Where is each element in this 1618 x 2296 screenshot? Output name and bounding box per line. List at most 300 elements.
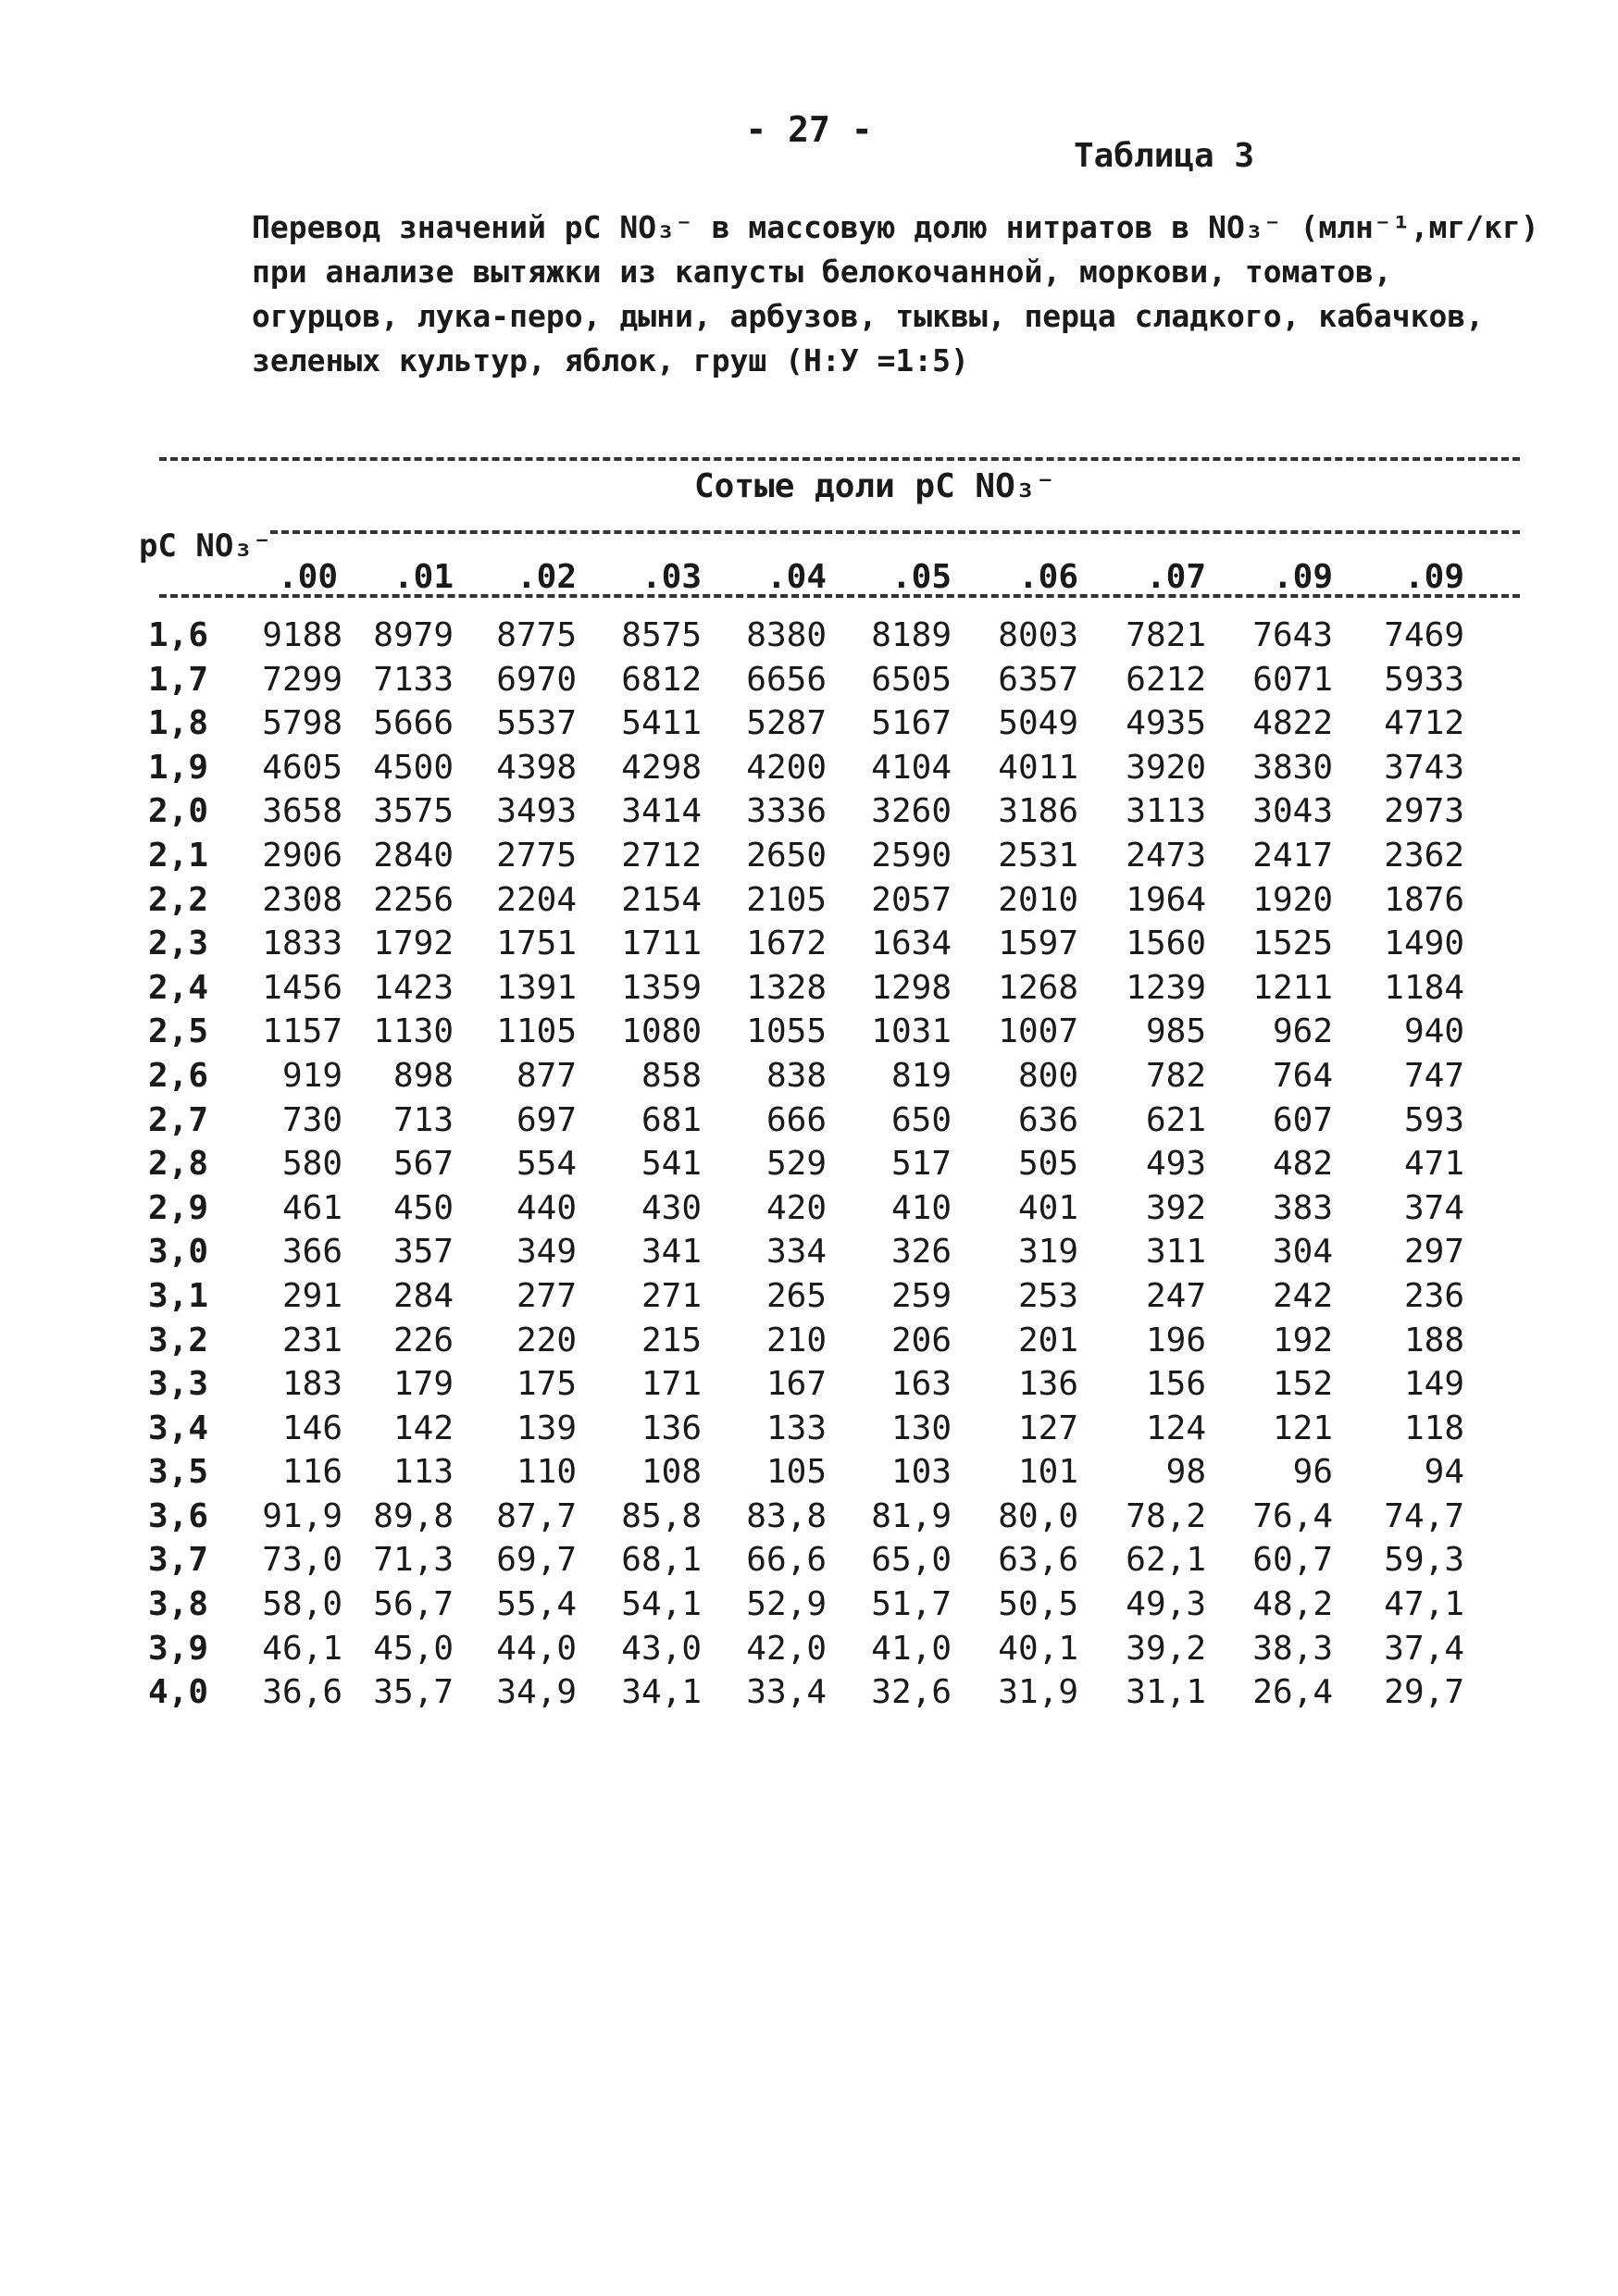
group-header-rule bbox=[270, 530, 1520, 534]
row-label: 2,7 bbox=[148, 1100, 209, 1139]
table-cell: 8189 bbox=[871, 616, 952, 654]
row-label: 2,8 bbox=[148, 1145, 209, 1184]
table-cell: 2906 bbox=[262, 836, 342, 875]
table-cell: 1490 bbox=[1384, 925, 1464, 963]
row-label: 2,6 bbox=[148, 1056, 209, 1095]
table-cell: 800 bbox=[1017, 1056, 1078, 1095]
table-cell: 96 bbox=[1292, 1453, 1333, 1492]
table-cell: 297 bbox=[1403, 1233, 1464, 1272]
table-cell: 179 bbox=[392, 1365, 454, 1404]
table-cell: 304 bbox=[1272, 1233, 1333, 1272]
table-row bbox=[0, 1145, 1618, 1189]
column-header: .07 bbox=[1145, 558, 1206, 596]
table-cell: 1359 bbox=[621, 968, 702, 1007]
table-cell: 136 bbox=[641, 1409, 702, 1447]
table-cell: 41,0 bbox=[871, 1629, 952, 1668]
table-cell: 6071 bbox=[1252, 660, 1333, 699]
table-cell: 3260 bbox=[871, 792, 952, 831]
table-cell: 482 bbox=[1272, 1145, 1333, 1184]
table-cell: 2256 bbox=[373, 880, 454, 919]
row-label: 1,6 bbox=[148, 616, 209, 654]
table-cell: 919 bbox=[281, 1056, 342, 1095]
page-number: - 27 - bbox=[745, 109, 873, 150]
table-cell: 101 bbox=[1017, 1453, 1078, 1492]
table-cell: 62,1 bbox=[1126, 1541, 1206, 1580]
table-cell: 6212 bbox=[1126, 660, 1206, 699]
table-cell: 76,4 bbox=[1252, 1496, 1333, 1535]
table-cell: 450 bbox=[392, 1188, 454, 1227]
table-cell: 121 bbox=[1272, 1409, 1333, 1447]
table-cell: 231 bbox=[281, 1321, 342, 1359]
table-cell: 89,8 bbox=[373, 1496, 454, 1535]
table-cell: 636 bbox=[1017, 1100, 1078, 1139]
table-cell: 1007 bbox=[998, 1012, 1078, 1051]
table-cell: 56,7 bbox=[373, 1585, 454, 1624]
table-cell: 65,0 bbox=[871, 1541, 952, 1580]
row-label: 3,8 bbox=[148, 1585, 209, 1624]
table-cell: 271 bbox=[641, 1276, 702, 1315]
header-bottom-rule bbox=[159, 594, 1520, 598]
table-row bbox=[0, 1277, 1618, 1322]
table-cell: 1268 bbox=[998, 968, 1078, 1007]
table-cell: 1833 bbox=[262, 925, 342, 963]
table-cell: 124 bbox=[1145, 1409, 1206, 1447]
row-label: 3,2 bbox=[148, 1321, 209, 1359]
table-row bbox=[0, 661, 1618, 705]
table-cell: 5666 bbox=[373, 704, 454, 743]
table-cell: 1920 bbox=[1252, 880, 1333, 919]
table-cell: 277 bbox=[516, 1276, 577, 1315]
table-cell: 349 bbox=[516, 1233, 577, 1272]
table-cell: 493 bbox=[1145, 1145, 1206, 1184]
table-cell: 69,7 bbox=[496, 1541, 577, 1580]
caption-line-1: Перевод значений pC NO₃⁻ в массовую долю нитратов в NO₃⁻ (млн⁻¹,мг/кг) bbox=[252, 209, 1539, 245]
table-cell: 4935 bbox=[1126, 704, 1206, 743]
table-cell: 2840 bbox=[373, 836, 454, 875]
table-cell: 607 bbox=[1272, 1100, 1333, 1139]
table-cell: 697 bbox=[516, 1100, 577, 1139]
table-cell: 66,6 bbox=[746, 1541, 827, 1580]
table-cell: 7133 bbox=[373, 660, 454, 699]
table-cell: 284 bbox=[392, 1276, 454, 1315]
caption-line-2: при анализе вытяжки из капусты белокочанной, моркови, томатов, bbox=[252, 254, 1392, 290]
table-cell: 440 bbox=[516, 1188, 577, 1227]
table-cell: 2105 bbox=[746, 880, 827, 919]
table-cell: 2473 bbox=[1126, 836, 1206, 875]
table-row bbox=[0, 1012, 1618, 1057]
table-cell: 37,4 bbox=[1384, 1629, 1464, 1668]
table-cell: 6812 bbox=[621, 660, 702, 699]
table-cell: 127 bbox=[1017, 1409, 1078, 1447]
table-cell: 116 bbox=[281, 1453, 342, 1492]
table-cell: 47,1 bbox=[1384, 1585, 1464, 1624]
column-header: .02 bbox=[516, 558, 577, 596]
table-cell: 71,3 bbox=[373, 1541, 454, 1580]
table-cell: 98 bbox=[1165, 1453, 1206, 1492]
table-cell: 940 bbox=[1403, 1012, 1464, 1051]
table-cell: 3658 bbox=[262, 792, 342, 831]
table-cell: 5287 bbox=[746, 704, 827, 743]
row-label: 3,4 bbox=[148, 1409, 209, 1447]
table-cell: 7299 bbox=[262, 660, 342, 699]
table-cell: 1391 bbox=[496, 968, 577, 1007]
table-cell: 1634 bbox=[871, 925, 952, 963]
table-cell: 175 bbox=[516, 1365, 577, 1404]
table-cell: 1672 bbox=[746, 925, 827, 963]
column-header: .06 bbox=[1017, 558, 1078, 596]
table-cell: 133 bbox=[765, 1409, 827, 1447]
column-headers bbox=[0, 558, 1618, 595]
table-row bbox=[0, 1189, 1618, 1234]
table-cell: 45,0 bbox=[373, 1629, 454, 1668]
table-cell: 838 bbox=[765, 1056, 827, 1095]
table-cell: 46,1 bbox=[262, 1629, 342, 1668]
table-cell: 1239 bbox=[1126, 968, 1206, 1007]
table-cell: 1328 bbox=[746, 968, 827, 1007]
table-cell: 593 bbox=[1403, 1100, 1464, 1139]
table-cell: 4822 bbox=[1252, 704, 1333, 743]
table-cell: 48,2 bbox=[1252, 1585, 1333, 1624]
table-cell: 43,0 bbox=[621, 1629, 702, 1668]
table-cell: 567 bbox=[392, 1145, 454, 1184]
table-cell: 59,3 bbox=[1384, 1541, 1464, 1580]
table-cell: 3575 bbox=[373, 792, 454, 831]
table-cell: 226 bbox=[392, 1321, 454, 1359]
table-label: Таблица 3 bbox=[1074, 137, 1255, 175]
column-header: .09 bbox=[1272, 558, 1333, 596]
row-label: 3,3 bbox=[148, 1365, 209, 1404]
row-label: 1,8 bbox=[148, 704, 209, 743]
column-header: .05 bbox=[890, 558, 952, 596]
table-cell: 201 bbox=[1017, 1321, 1078, 1359]
table-cell: 1711 bbox=[621, 925, 702, 963]
row-header: pC NO₃⁻ bbox=[139, 527, 272, 565]
table-cell: 54,1 bbox=[621, 1585, 702, 1624]
table-cell: 142 bbox=[392, 1409, 454, 1447]
row-label: 3,7 bbox=[148, 1541, 209, 1580]
table-cell: 80,0 bbox=[998, 1496, 1078, 1535]
table-cell: 38,3 bbox=[1252, 1629, 1333, 1668]
table-cell: 383 bbox=[1272, 1188, 1333, 1227]
table-cell: 259 bbox=[890, 1276, 952, 1315]
table-cell: 74,7 bbox=[1384, 1496, 1464, 1535]
table-cell: 2775 bbox=[496, 836, 577, 875]
table-row bbox=[0, 1409, 1618, 1454]
table-cell: 5167 bbox=[871, 704, 952, 743]
table-cell: 215 bbox=[641, 1321, 702, 1359]
table-cell: 1184 bbox=[1384, 968, 1464, 1007]
table-cell: 3336 bbox=[746, 792, 827, 831]
table-cell: 105 bbox=[765, 1453, 827, 1492]
table-cell: 2308 bbox=[262, 880, 342, 919]
table-cell: 420 bbox=[765, 1188, 827, 1227]
table-cell: 1964 bbox=[1126, 880, 1206, 919]
table-cell: 319 bbox=[1017, 1233, 1078, 1272]
column-header: .03 bbox=[641, 558, 702, 596]
table-cell: 5049 bbox=[998, 704, 1078, 743]
table-cell: 8775 bbox=[496, 616, 577, 654]
table-cell: 1080 bbox=[621, 1012, 702, 1051]
row-label: 2,3 bbox=[148, 925, 209, 963]
table-cell: 730 bbox=[281, 1100, 342, 1139]
table-cell: 2204 bbox=[496, 880, 577, 919]
table-cell: 2362 bbox=[1384, 836, 1464, 875]
table-cell: 5537 bbox=[496, 704, 577, 743]
table-cell: 8575 bbox=[621, 616, 702, 654]
table-cell: 55,4 bbox=[496, 1585, 577, 1624]
table-cell: 681 bbox=[641, 1100, 702, 1139]
table-cell: 1792 bbox=[373, 925, 454, 963]
table-row bbox=[0, 1497, 1618, 1542]
table-cell: 3743 bbox=[1384, 748, 1464, 787]
table-cell: 621 bbox=[1145, 1100, 1206, 1139]
table-cell: 196 bbox=[1145, 1321, 1206, 1359]
table-cell: 4200 bbox=[746, 748, 827, 787]
caption-line-4: зеленых культур, яблок, груш (Н:У =1:5) bbox=[252, 342, 969, 379]
table-cell: 1298 bbox=[871, 968, 952, 1007]
table-cell: 2057 bbox=[871, 880, 952, 919]
table-cell: 962 bbox=[1272, 1012, 1333, 1051]
table-cell: 3113 bbox=[1126, 792, 1206, 831]
table-cell: 242 bbox=[1272, 1276, 1333, 1315]
table-cell: 36,6 bbox=[262, 1673, 342, 1712]
table-row bbox=[0, 1233, 1618, 1277]
table-cell: 146 bbox=[281, 1409, 342, 1447]
table-row bbox=[0, 1453, 1618, 1497]
table-row bbox=[0, 1365, 1618, 1409]
table-cell: 3493 bbox=[496, 792, 577, 831]
table-cell: 63,6 bbox=[998, 1541, 1078, 1580]
table-cell: 1130 bbox=[373, 1012, 454, 1051]
table-cell: 326 bbox=[890, 1233, 952, 1272]
row-label: 3,9 bbox=[148, 1629, 209, 1668]
table-cell: 183 bbox=[281, 1365, 342, 1404]
table-row bbox=[0, 969, 1618, 1013]
table-cell: 2650 bbox=[746, 836, 827, 875]
table-cell: 5411 bbox=[621, 704, 702, 743]
table-cell: 357 bbox=[392, 1233, 454, 1272]
table-cell: 2531 bbox=[998, 836, 1078, 875]
table-cell: 26,4 bbox=[1252, 1673, 1333, 1712]
table-cell: 206 bbox=[890, 1321, 952, 1359]
table-cell: 4011 bbox=[998, 748, 1078, 787]
table-cell: 68,1 bbox=[621, 1541, 702, 1580]
table-cell: 7643 bbox=[1252, 616, 1333, 654]
table-cell: 118 bbox=[1403, 1409, 1464, 1447]
table-cell: 78,2 bbox=[1126, 1496, 1206, 1535]
row-label: 2,5 bbox=[148, 1012, 209, 1051]
row-label: 1,7 bbox=[148, 660, 209, 699]
table-cell: 529 bbox=[765, 1145, 827, 1184]
table-cell: 31,9 bbox=[998, 1673, 1078, 1712]
table-cell: 2973 bbox=[1384, 792, 1464, 831]
table-cell: 505 bbox=[1017, 1145, 1078, 1184]
table-cell: 517 bbox=[890, 1145, 952, 1184]
table-cell: 7469 bbox=[1384, 616, 1464, 654]
row-label: 2,0 bbox=[148, 792, 209, 831]
table-cell: 52,9 bbox=[746, 1585, 827, 1624]
table-cell: 6357 bbox=[998, 660, 1078, 699]
table-row bbox=[0, 1101, 1618, 1146]
table-row bbox=[0, 1541, 1618, 1585]
table-cell: 898 bbox=[392, 1056, 454, 1095]
table-cell: 1876 bbox=[1384, 880, 1464, 919]
table-cell: 1031 bbox=[871, 1012, 952, 1051]
table-cell: 210 bbox=[765, 1321, 827, 1359]
table-cell: 6656 bbox=[746, 660, 827, 699]
table-cell: 5933 bbox=[1384, 660, 1464, 699]
table-cell: 1157 bbox=[262, 1012, 342, 1051]
table-cell: 8979 bbox=[373, 616, 454, 654]
row-label: 1,9 bbox=[148, 748, 209, 787]
table-row bbox=[0, 881, 1618, 925]
row-label: 2,9 bbox=[148, 1188, 209, 1227]
table-cell: 87,7 bbox=[496, 1496, 577, 1535]
row-label: 3,1 bbox=[148, 1276, 209, 1315]
table-cell: 34,9 bbox=[496, 1673, 577, 1712]
row-label: 2,2 bbox=[148, 880, 209, 919]
table-cell: 1055 bbox=[746, 1012, 827, 1051]
table-row bbox=[0, 616, 1618, 661]
table-cell: 156 bbox=[1145, 1365, 1206, 1404]
column-header: .01 bbox=[392, 558, 454, 596]
column-header: .00 bbox=[277, 558, 338, 596]
table-cell: 34,1 bbox=[621, 1673, 702, 1712]
table-cell: 40,1 bbox=[998, 1629, 1078, 1668]
table-cell: 91,9 bbox=[262, 1496, 342, 1535]
row-label: 3,6 bbox=[148, 1496, 209, 1535]
row-label: 4,0 bbox=[148, 1673, 209, 1712]
table-cell: 247 bbox=[1145, 1276, 1206, 1315]
table-cell: 188 bbox=[1403, 1321, 1464, 1359]
table-cell: 764 bbox=[1272, 1056, 1333, 1095]
table-cell: 650 bbox=[890, 1100, 952, 1139]
table-cell: 4104 bbox=[871, 748, 952, 787]
table-cell: 1211 bbox=[1252, 968, 1333, 1007]
table-row bbox=[0, 925, 1618, 969]
table-cell: 747 bbox=[1403, 1056, 1464, 1095]
row-label: 3,0 bbox=[148, 1233, 209, 1272]
table-cell: 83,8 bbox=[746, 1496, 827, 1535]
table-cell: 149 bbox=[1403, 1365, 1464, 1404]
table-cell: 220 bbox=[516, 1321, 577, 1359]
table-cell: 580 bbox=[281, 1145, 342, 1184]
table-cell: 44,0 bbox=[496, 1629, 577, 1668]
table-cell: 8380 bbox=[746, 616, 827, 654]
table-cell: 167 bbox=[765, 1365, 827, 1404]
table-cell: 374 bbox=[1403, 1188, 1464, 1227]
column-header: .09 bbox=[1403, 558, 1464, 596]
table-cell: 1423 bbox=[373, 968, 454, 1007]
table-cell: 265 bbox=[765, 1276, 827, 1315]
table-row bbox=[0, 1322, 1618, 1366]
table-cell: 94 bbox=[1424, 1453, 1464, 1492]
table-cell: 819 bbox=[890, 1056, 952, 1095]
table-cell: 9188 bbox=[262, 616, 342, 654]
table-cell: 3043 bbox=[1252, 792, 1333, 831]
table-row bbox=[0, 1630, 1618, 1674]
table-cell: 6505 bbox=[871, 660, 952, 699]
table-cell: 341 bbox=[641, 1233, 702, 1272]
table-cell: 1560 bbox=[1126, 925, 1206, 963]
row-label: 2,1 bbox=[148, 836, 209, 875]
table-cell: 2154 bbox=[621, 880, 702, 919]
table-cell: 253 bbox=[1017, 1276, 1078, 1315]
table-cell: 4712 bbox=[1384, 704, 1464, 743]
table-cell: 541 bbox=[641, 1145, 702, 1184]
column-header: .04 bbox=[765, 558, 827, 596]
table-cell: 113 bbox=[392, 1453, 454, 1492]
table-cell: 1456 bbox=[262, 968, 342, 1007]
table-cell: 3414 bbox=[621, 792, 702, 831]
table-caption bbox=[252, 205, 1548, 383]
group-header: Сотые доли pC NO₃⁻ bbox=[694, 467, 1056, 505]
table-cell: 461 bbox=[281, 1188, 342, 1227]
table-cell: 334 bbox=[765, 1233, 827, 1272]
table-cell: 139 bbox=[516, 1409, 577, 1447]
table-cell: 171 bbox=[641, 1365, 702, 1404]
table-cell: 782 bbox=[1145, 1056, 1206, 1095]
table-cell: 39,2 bbox=[1126, 1629, 1206, 1668]
table-cell: 858 bbox=[641, 1056, 702, 1095]
table-cell: 60,7 bbox=[1252, 1541, 1333, 1580]
table-cell: 1751 bbox=[496, 925, 577, 963]
table-cell: 3186 bbox=[998, 792, 1078, 831]
table-cell: 877 bbox=[516, 1056, 577, 1095]
table-cell: 108 bbox=[641, 1453, 702, 1492]
table-cell: 35,7 bbox=[373, 1673, 454, 1712]
table-cell: 430 bbox=[641, 1188, 702, 1227]
table-row bbox=[0, 1673, 1618, 1718]
table-cell: 8003 bbox=[998, 616, 1078, 654]
table-cell: 236 bbox=[1403, 1276, 1464, 1315]
table-cell: 3920 bbox=[1126, 748, 1206, 787]
table-cell: 4500 bbox=[373, 748, 454, 787]
table-cell: 471 bbox=[1403, 1145, 1464, 1184]
row-label: 2,4 bbox=[148, 968, 209, 1007]
table-cell: 51,7 bbox=[871, 1585, 952, 1624]
table-row bbox=[0, 704, 1618, 749]
table-cell: 311 bbox=[1145, 1233, 1206, 1272]
table-cell: 50,5 bbox=[998, 1585, 1078, 1624]
table-cell: 110 bbox=[516, 1453, 577, 1492]
table-cell: 392 bbox=[1145, 1188, 1206, 1227]
table-cell: 666 bbox=[765, 1100, 827, 1139]
table-cell: 49,3 bbox=[1126, 1585, 1206, 1624]
table-cell: 136 bbox=[1017, 1365, 1078, 1404]
table-cell: 130 bbox=[890, 1409, 952, 1447]
table-top-rule bbox=[159, 457, 1520, 461]
table-cell: 152 bbox=[1272, 1365, 1333, 1404]
table-cell: 58,0 bbox=[262, 1585, 342, 1624]
table-row bbox=[0, 837, 1618, 881]
table-cell: 3830 bbox=[1252, 748, 1333, 787]
table-cell: 291 bbox=[281, 1276, 342, 1315]
table-cell: 410 bbox=[890, 1188, 952, 1227]
table-cell: 73,0 bbox=[262, 1541, 342, 1580]
table-row bbox=[0, 1057, 1618, 1101]
table-cell: 192 bbox=[1272, 1321, 1333, 1359]
table-cell: 4398 bbox=[496, 748, 577, 787]
table-cell: 1525 bbox=[1252, 925, 1333, 963]
table-cell: 401 bbox=[1017, 1188, 1078, 1227]
table-row bbox=[0, 749, 1618, 793]
table-cell: 103 bbox=[890, 1453, 952, 1492]
table-cell: 2417 bbox=[1252, 836, 1333, 875]
table-cell: 554 bbox=[516, 1145, 577, 1184]
table-cell: 42,0 bbox=[746, 1629, 827, 1668]
table-cell: 2010 bbox=[998, 880, 1078, 919]
